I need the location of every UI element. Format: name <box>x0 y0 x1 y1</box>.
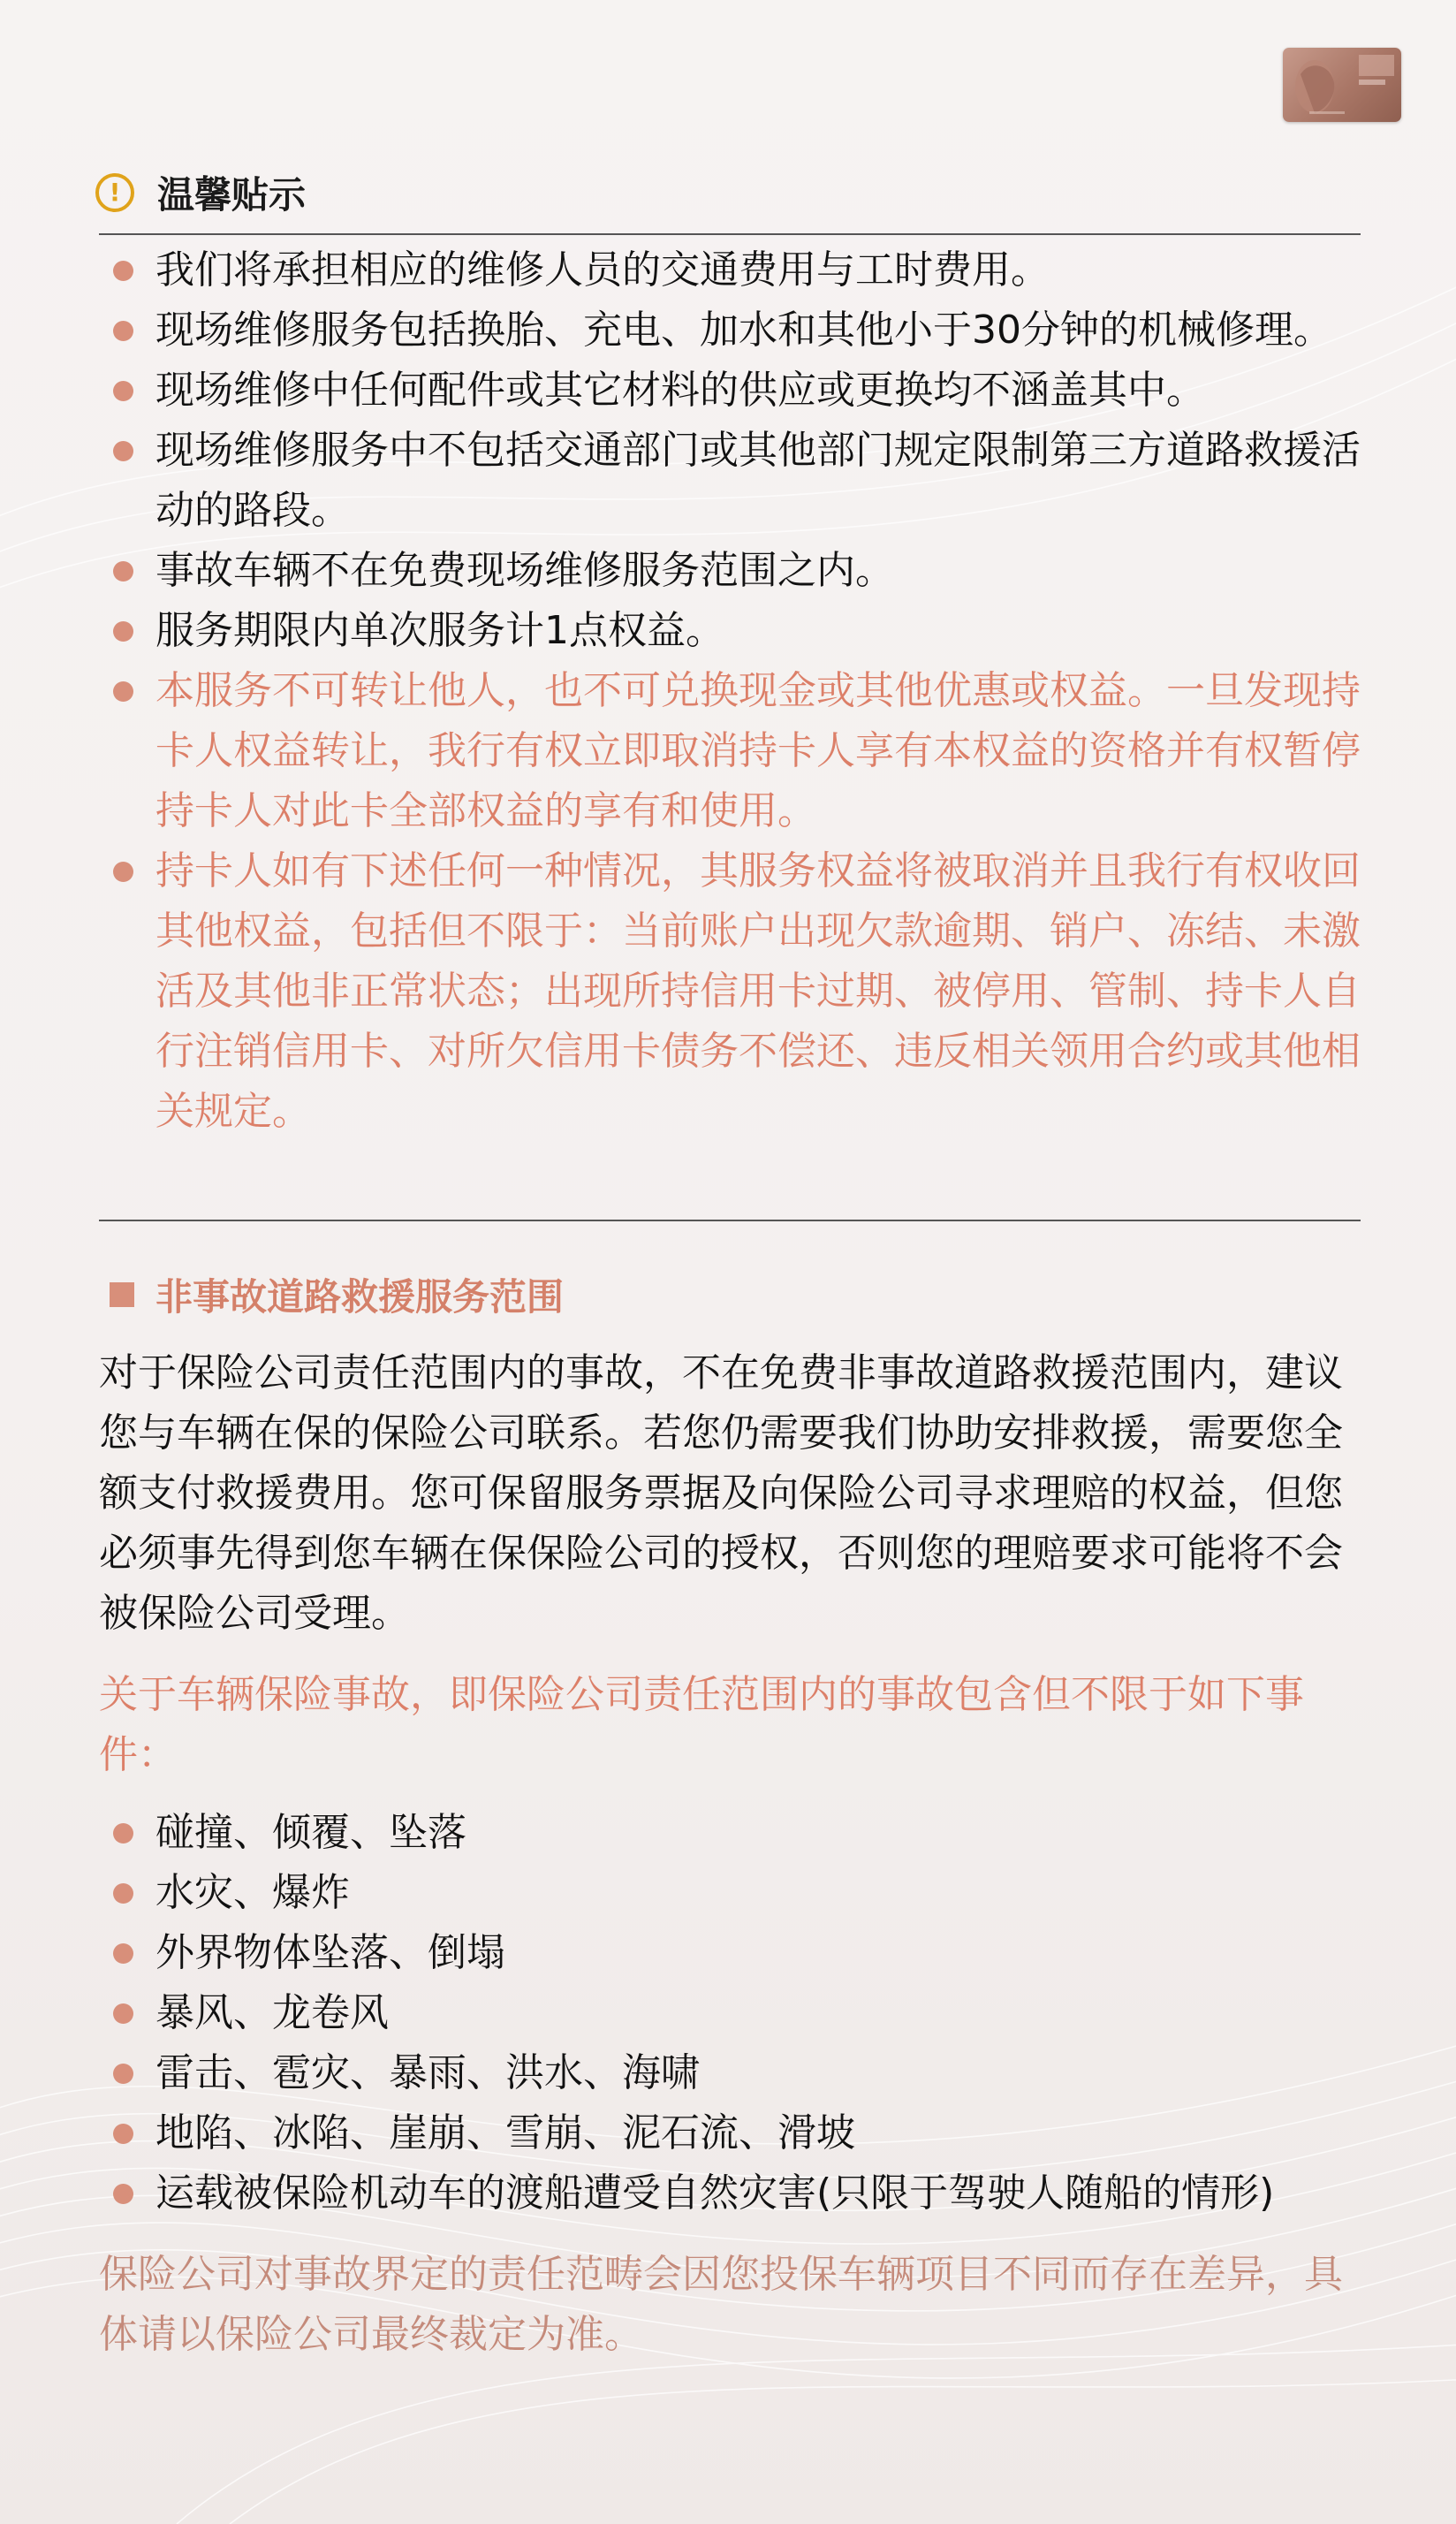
event-item: 雷击、雹灾、暴雨、洪水、海啸 <box>110 2043 1373 2103</box>
insurance-events-intro: 关于车辆保险事故，即保险公司责任范围内的事故包含但不限于如下事件： <box>99 1672 1304 1777</box>
square-bullet-icon <box>110 1282 134 1307</box>
event-item: 运载被保险机动车的渡船遭受自然灾害(只限于驾驶人随船的情形) <box>110 2163 1373 2224</box>
event-item: 水灾、爆炸 <box>110 1863 1373 1923</box>
tips-title: 温馨贴示 <box>157 173 307 217</box>
tips-item: 现场维修服务中不包括交通部门或其他部门规定限制第三方道路救援活动的路段。 <box>110 421 1364 541</box>
exclamation-circle-icon: ! <box>95 173 134 212</box>
event-item: 暴风、龙卷风 <box>110 1983 1373 2043</box>
tips-item: 我们将承担相应的维修人员的交通费用与工时费用。 <box>110 240 1364 300</box>
tips-top-divider <box>99 233 1361 235</box>
event-item: 地陷、冰陷、崖崩、雪崩、泥石流、滑坡 <box>110 2103 1373 2163</box>
event-item: 碰撞、倾覆、坠落 <box>110 1803 1373 1863</box>
insurance-events-list <box>110 1803 1373 2224</box>
section-title: 非事故道路救援服务范围 <box>155 1275 565 1319</box>
tips-bottom-divider <box>99 1220 1361 1221</box>
insurance-paragraph: 对于保险公司责任范围内的事故，不在免费非事故道路救援范围内，建议您与车辆在保的保险公司联系。若您仍需要我们协助安排救援，需要您全额支付救援费用。您可保留服务票据及向保险公司寻求理赔的权益，但您必须事先得到您车辆在保保险公司的授权，否则您的理赔要求可能将不会被保险公司受理。 <box>99 1350 1343 1636</box>
tips-item: 现场维修服务包括换胎、充电、加水和其他小于30分钟的机械修理。 <box>110 300 1364 361</box>
tips-item: 事故车辆不在免费现场维修服务范围之内。 <box>110 541 1364 601</box>
tips-header <box>95 166 306 219</box>
tips-item-warning: 本服务不可转让他人，也不可兑换现金或其他优惠或权益。一旦发现持卡人权益转让，我行有权立即取消持卡人享有本权益的资格并有权暂停持卡人对此卡全部权益的享有和使用。 <box>110 661 1364 841</box>
tips-item: 现场维修中任何配件或其它材料的供应或更换均不涵盖其中。 <box>110 361 1364 421</box>
tips-item: 服务期限内单次服务计1点权益。 <box>110 601 1364 661</box>
tips-list <box>110 240 1364 1142</box>
event-item: 外界物体坠落、倒塌 <box>110 1923 1373 1983</box>
section-header <box>110 1268 564 1321</box>
closing-note: 保险公司对事故界定的责任范畴会因您投保车辆项目不同而存在差异，具体请以保险公司最终裁定为准。 <box>99 2252 1343 2357</box>
amex-card-logo <box>1283 48 1401 122</box>
tips-item-warning: 持卡人如有下述任何一种情况，其服务权益将被取消并且我行有权收回其他权益，包括但不限于：当前账户出现欠款逾期、销户、冻结、未激活及其他非正常状态；出现所持信用卡过期、被停用、管制、持卡人自行注销信用卡、对所欠信用卡债务不偿还、违反相关领用合约或其他相关规定。 <box>110 841 1364 1142</box>
